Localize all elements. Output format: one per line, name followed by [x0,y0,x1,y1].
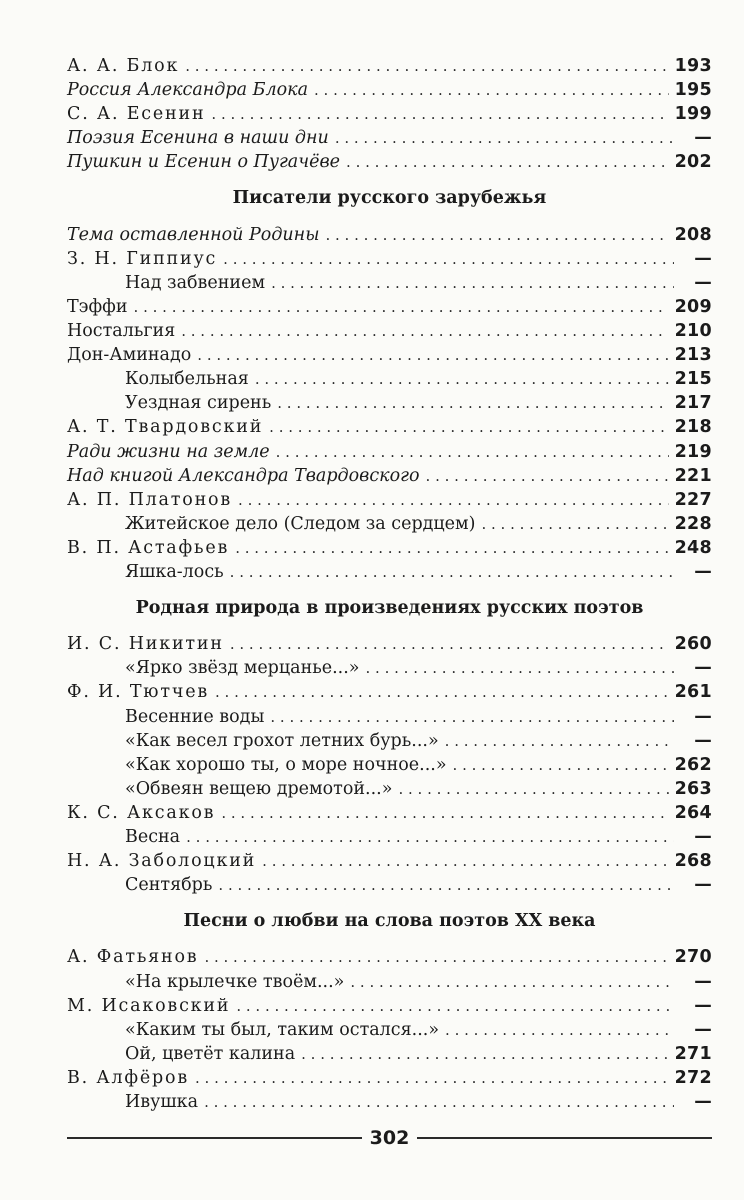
toc-entry-title: Колыбельная [125,369,249,390]
dot-leader [350,970,674,994]
toc-entry-page: 208 [674,224,712,245]
table-of-contents [67,54,712,1114]
toc-entry-page: 270 [674,947,712,968]
toc-entry [67,849,712,873]
toc-entry-page: 193 [674,56,712,76]
toc-entry [67,801,712,825]
toc-entry [67,729,712,753]
toc-entry-title: В. Алфёров [67,1067,190,1088]
toc-entry-title: «На крылечке твоём...» [125,971,345,992]
dot-leader [445,729,674,753]
toc-entry-title: Ой, цветёт калина [125,1043,296,1064]
dot-leader [276,440,669,464]
toc-block-1 [67,54,712,174]
dot-leader [398,777,668,801]
toc-entry [67,873,712,897]
toc-entry-page: 263 [674,778,712,799]
toc-entry-title: Сентябрь [125,875,213,896]
dot-leader [270,705,674,729]
toc-entry-title: Тема оставленной Родины [67,224,320,245]
toc-entry [67,343,712,367]
toc-entry [67,536,712,560]
toc-entry [67,319,712,343]
toc-entry-page: 217 [674,393,712,414]
toc-entry [67,271,712,295]
dot-leader [204,1090,674,1114]
dot-leader [230,632,669,656]
toc-entry-page: 262 [674,754,712,775]
toc-entry-page: 219 [674,441,712,462]
toc-entry [67,753,712,777]
toc-entry [67,632,712,656]
toc-entry [67,126,712,150]
toc-entry-title: Над забвением [125,272,266,293]
dot-leader [271,271,674,295]
toc-entry-title: А. Т. Твардовский [67,417,264,438]
toc-entry [67,102,712,126]
toc-entry-title: Дон-Аминадо [67,345,192,366]
toc-entry [67,1066,712,1090]
toc-entry-page: 271 [674,1043,712,1064]
toc-entry-page: 248 [674,537,712,558]
toc-entry-title: «Ярко звёзд мерцанье...» [125,658,360,679]
toc-entry [67,367,712,391]
toc-entry-title: М. Исаковский [67,995,231,1016]
toc-entry-page: 264 [674,802,712,823]
toc-entry-page: 213 [674,345,712,366]
toc-entry [67,223,712,247]
dot-leader [186,825,674,849]
toc-entry-title: «Как хорошо ты, о море ночное...» [125,754,447,775]
toc-entry-page: 228 [674,513,712,534]
dot-leader [230,560,674,584]
toc-entry-page: — [694,995,712,1016]
toc-entry [67,970,712,994]
dot-leader [262,849,668,873]
toc-entry-page: 260 [674,634,712,655]
toc-entry-page: — [694,827,712,847]
toc-entry-page: — [694,272,712,293]
toc-entry-page: — [694,1019,712,1040]
dot-leader [366,656,674,680]
toc-entry-title: Яшка-лось [125,561,224,582]
toc-entry-title: Над книгой Александра Твардовского [67,465,420,486]
toc-entry [67,1018,712,1042]
toc-entry-title: А. А. Блок [67,56,180,76]
toc-block-3 [67,632,712,897]
toc-entry-title: Пушкин и Есенин о Пугачёве [67,152,341,173]
toc-entry-title: Поэзия Есенина в наши дни [67,128,329,149]
dot-leader [195,1066,669,1090]
dot-leader [204,945,668,969]
toc-entry-page: — [694,1092,712,1113]
dot-leader [277,391,668,415]
toc-entry-title: Тэффи [67,296,128,317]
dot-leader [453,753,669,777]
section-heading-emigre-writers: Писатели русского зарубежья [232,188,547,209]
toc-entry [67,512,712,536]
toc-entry-title: Ивушка [125,1092,199,1113]
toc-entry-title: Ф. И. Тютчев [67,682,210,703]
toc-entry-title: Ради жизни на земле [67,441,270,462]
dot-leader [215,680,669,704]
toc-entry-title: Россия Александра Блока [67,80,309,101]
toc-entry-page: 261 [674,682,712,703]
toc-entry-page: 215 [674,369,712,390]
toc-entry-page: 195 [674,80,712,101]
toc-entry-title: В. П. Астафьев [67,537,230,558]
toc-entry-page: — [694,875,712,896]
toc-entry [67,1090,712,1114]
page-footer [67,1127,712,1149]
toc-entry-page: 268 [674,851,712,872]
toc-entry-page: — [694,561,712,582]
toc-entry-title: «Каким ты был, таким остался...» [125,1019,440,1040]
toc-entry [67,560,712,584]
toc-entry-page: — [694,128,712,149]
toc-entry-title: Ностальгия [67,321,176,342]
toc-entry [67,680,712,704]
toc-entry-page: — [694,706,712,727]
toc-entry-title: К. С. Аксаков [67,802,216,823]
toc-entry [67,994,712,1018]
footer-rule-right [417,1137,712,1139]
dot-leader [346,150,669,174]
toc-entry-page: 210 [674,321,712,342]
toc-block-4 [67,945,712,1114]
toc-entry-page: 199 [674,104,712,125]
dot-leader [211,102,668,126]
dot-leader [445,1018,674,1042]
dot-leader [481,512,668,536]
toc-entry-title: С. А. Есенин [67,104,206,125]
toc-entry-page: — [694,730,712,751]
dot-leader [335,126,674,150]
toc-entry-page: 202 [674,152,712,173]
toc-entry [67,78,712,102]
toc-entry-title: Весенние воды [125,706,265,727]
toc-entry [67,656,712,680]
toc-entry [67,247,712,271]
dot-leader [235,536,668,560]
toc-entry-page: — [694,658,712,679]
toc-entry [67,705,712,729]
page-number: 302 [369,1127,410,1149]
toc-entry [67,415,712,439]
toc-entry-title: И. С. Никитин [67,634,224,655]
toc-entry-page: 209 [674,296,712,317]
dot-leader [301,1042,668,1066]
toc-entry-page: 227 [674,489,712,510]
toc-entry [67,391,712,415]
toc-entry-title: З. Н. Гиппиус [67,248,218,269]
dot-leader [426,464,669,488]
toc-entry-page: — [694,248,712,269]
dot-leader [185,54,668,78]
toc-entry [67,150,712,174]
toc-entry [67,464,712,488]
dot-leader [269,415,668,439]
section-heading-love-songs: Песни о любви на слова поэтов XX века [183,911,596,932]
section-heading-native-nature: Родная природа в произведениях русских поэтов [135,598,644,619]
toc-entry-page: — [694,971,712,992]
toc-entry [67,488,712,512]
toc-block-2 [67,223,712,584]
toc-entry [67,295,712,319]
dot-leader [325,223,668,247]
dot-leader [223,247,674,271]
dot-leader [238,488,669,512]
toc-entry-title: А. П. Платонов [67,489,233,510]
toc-entry-title: Уездная сирень [125,393,272,414]
dot-leader [221,801,668,825]
dot-leader [197,343,668,367]
toc-entry [67,54,712,78]
toc-entry-title: Житейское дело (Следом за сердцем) [125,513,476,534]
toc-entry-page: 218 [674,417,712,438]
toc-entry [67,945,712,969]
toc-entry-title: «Обвеян вещею дремотой...» [125,778,393,799]
dot-leader [314,78,669,102]
toc-entry-title: Весна [125,827,181,847]
dot-leader [134,295,669,319]
toc-entry [67,825,712,849]
toc-entry [67,440,712,464]
toc-entry-page: 272 [674,1067,712,1088]
footer-rule-left [67,1137,362,1139]
toc-entry [67,1042,712,1066]
dot-leader [181,319,668,343]
dot-leader [236,994,674,1018]
dot-leader [218,873,674,897]
toc-entry-title: Н. А. Заболоцкий [67,851,257,872]
toc-entry-page: 221 [674,465,712,486]
toc-entry-title: «Как весел грохот летних бурь...» [125,730,439,751]
toc-entry [67,777,712,801]
dot-leader [255,367,669,391]
toc-entry-title: А. Фатьянов [67,947,199,968]
